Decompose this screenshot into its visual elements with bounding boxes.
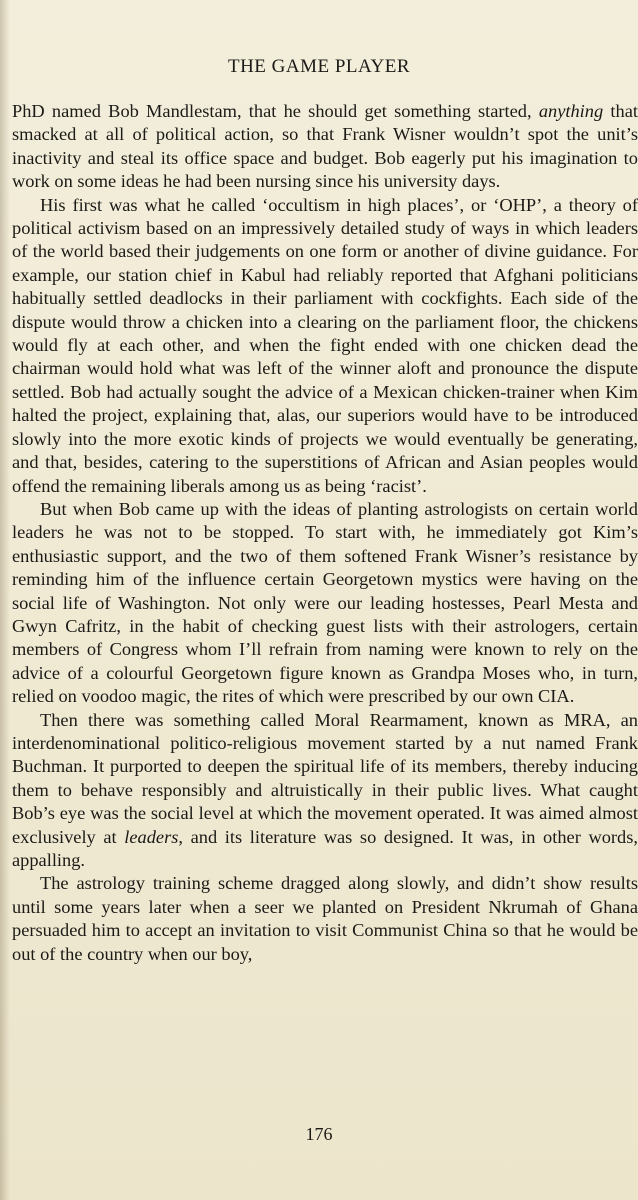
text-segment: The astrology training scheme dragged along slowly, and didn’t show results until some years later when a seer we planted on President Nkrumah of Ghana persuaded him to accept an invitation to visit Communist China so that he would be out of the country when our boy, <box>12 873 638 964</box>
running-head: THE GAME PLAYER <box>227 56 411 77</box>
text-segment: that smacked at all of political action, so that Frank Wisner wouldn’t spot the unit’s inactivity and steal its office space and budget. Bob eagerly put his imagination to work on some ideas he had been nursing since his university days. <box>12 101 638 192</box>
text-segment: Then there was something called Moral Rearmament, known as MRA, an interdenominational politico-religious movement started by a nut named Frank Buchman. It purported to deepen the spiritual life of its members, thereby inducing them to behave responsibly and altruistically in their public lives. What caught Bob’s eye was the social level at which the movement operated. It was aimed almost exclusively at <box>12 709 638 847</box>
paragraph <box>12 100 638 194</box>
text-segment: , and its literature was so designed. It was, in other words, appalling. <box>12 826 638 870</box>
body-text <box>12 100 638 966</box>
page-number: 176 <box>305 1124 333 1144</box>
paragraph <box>12 872 638 966</box>
paragraph <box>12 194 638 498</box>
italic-text: leaders <box>124 826 179 847</box>
text-segment: PhD named Bob Mandlestam, that he should get something started, <box>12 101 539 121</box>
text-segment: His first was what he called ‘occultism in high places’, or ‘OHP’, a theory of political activism based on an impressively detailed study of ways in which leaders of the world based their judgements on one form or another of divine guidance. For example, our station chief in Kabul had reliably reported that Afghani politicians habitually settled deadlocks in their parliament with cockfights. Each side of the dispute would throw a chicken into a clearing on the parliament floor, the chickens would fly at each other, and when the fight ended with one chicken dead the chairman would hold what was left of the winner aloft and pronounce the dispute settled. Bob had actually sought the advice of a Mexican chicken-trainer when Kim halted the project, explaining that, alas, our superiors would have to be introduced slowly into the more exotic kinds of projects we would eventually be generating, and that, besides, catering to the superstitions of African and Asian peoples would offend the remaining liberals among us as being ‘racist’. <box>12 194 638 496</box>
text-segment: But when Bob came up with the ideas of planting astrologists on certain world leaders he was not to be stopped. To start with, he immediately got Kim’s enthusiastic support, and the two of them softened Frank Wisner’s resistance by reminding him of the influence certain Georgetown mystics were having on the social life of Washington. Not only were our leading hostesses, Pearl Mesta and Gwyn Cafritz, in the habit of checking guest lists with their astrologers, certain members of Congress whom I’ll refrain from naming were known to rely on the advice of a colourful Georgetown figure known as Grandpa Moses who, in turn, relied on voodoo magic, the rites of which were prescribed by our own CIA. <box>12 498 638 707</box>
italic-text: anything <box>538 101 604 121</box>
binding-shadow <box>0 0 10 1200</box>
paragraph <box>12 709 638 873</box>
paragraph <box>12 498 638 709</box>
